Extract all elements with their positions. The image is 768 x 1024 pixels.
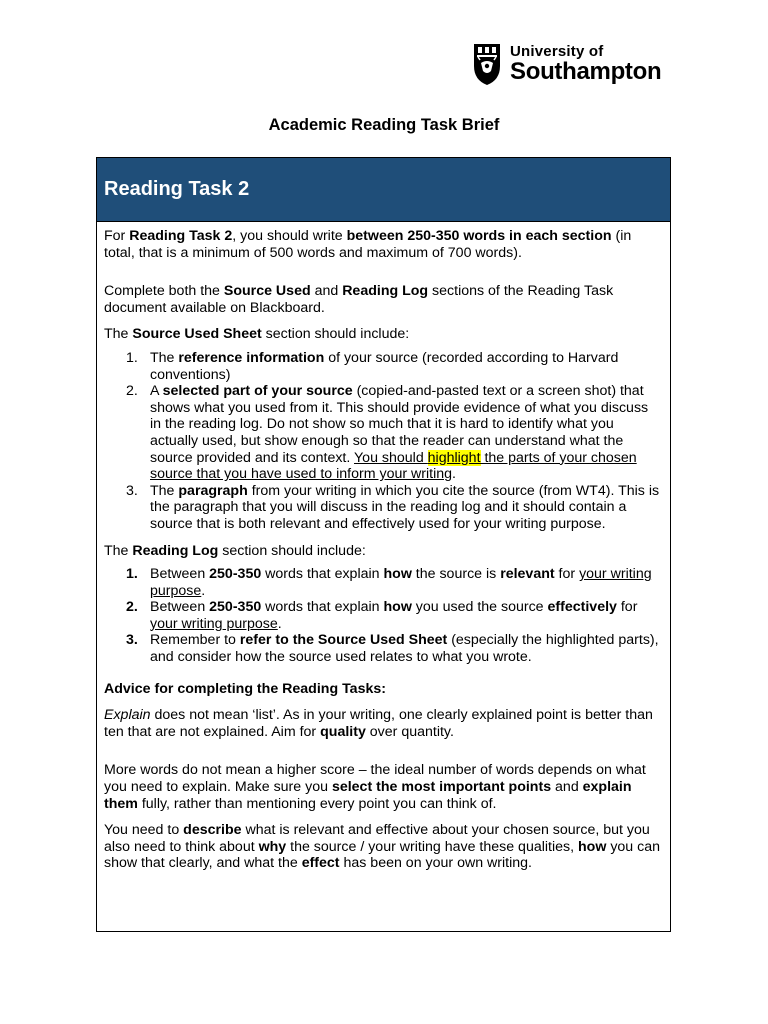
source-used-list [104,350,660,533]
list-item: 3. Remember to refer to the Source Used Sheet (especially the highlighted parts), and consider how the source used relates to what you wrote. [126,632,659,666]
advice-paragraph-2: More words do not mean a higher score – the ideal number of words depends on what you need to explain. Make sure you select the most important points and explain them fully, rather than mentioning every point you can think of. [104,762,646,812]
logo-text-top: University of [510,43,604,60]
advice-heading: Advice for completing the Reading Tasks: [104,680,386,697]
highlighted-word: highlight [427,449,481,466]
reading-log-intro: The Reading Log section should include: [104,542,366,559]
source-used-intro: The Source Used Sheet section should include: [104,326,410,343]
reading-log-list [104,566,660,666]
university-logo [470,42,661,86]
logo-text-main: Southampton [510,58,662,85]
list-item: 2. Between 250-350 words that explain how you used the source effectively for your writing purpose. [126,599,638,632]
task-body [97,222,670,872]
list-item: 3. The paragraph from your writing in which you cite the source (from WT4). This is the paragraph that you will discuss in the reading log and it should contain a source that is both relevant and effectively used for your writing purpose. [126,482,660,532]
intro-paragraph-2: Complete both the Source Used and Reading Log sections of the Reading Task document available on Blackboard. [104,283,614,316]
list-item: 1. The reference information of your source (recorded according to Harvard conventions) [126,349,619,383]
advice-paragraph-1: Explain does not mean ‘list’. As in your writing, one clearly explained point is better than ten that are not explained. Aim for quality over quantity. [104,707,653,740]
document-title: Academic Reading Task Brief [268,116,500,134]
university-crest-icon [470,42,504,86]
intro-paragraph-1: For Reading Task 2, you should write between 250-350 words in each section (in total, that is a minimum of 500 words and maximum of 700 words). [104,228,632,261]
advice-paragraph-3: You need to describe what is relevant and effective about your chosen source, but you also need to think about why the source / your writing have these qualities, how you can show that clearly, and what the effect has been on your own writing. [104,822,661,872]
list-item: 2. A selected part of your source (copied-and-pasted text or a screen shot) that shows what you used from it. This should provide evidence of what you discuss in the reading log. Do not show so much that it is hard to identify what you actually used, but show enough so that the reader can understand what the source provided and its context. You should highlight the parts of your chosen source that you have used to inform your writing. [126,383,649,483]
task-heading: Reading Task 2 [97,158,670,222]
task-box [96,157,671,932]
list-item: 1. Between 250-350 words that explain how the source is relevant for your writing purpose. [126,566,652,599]
